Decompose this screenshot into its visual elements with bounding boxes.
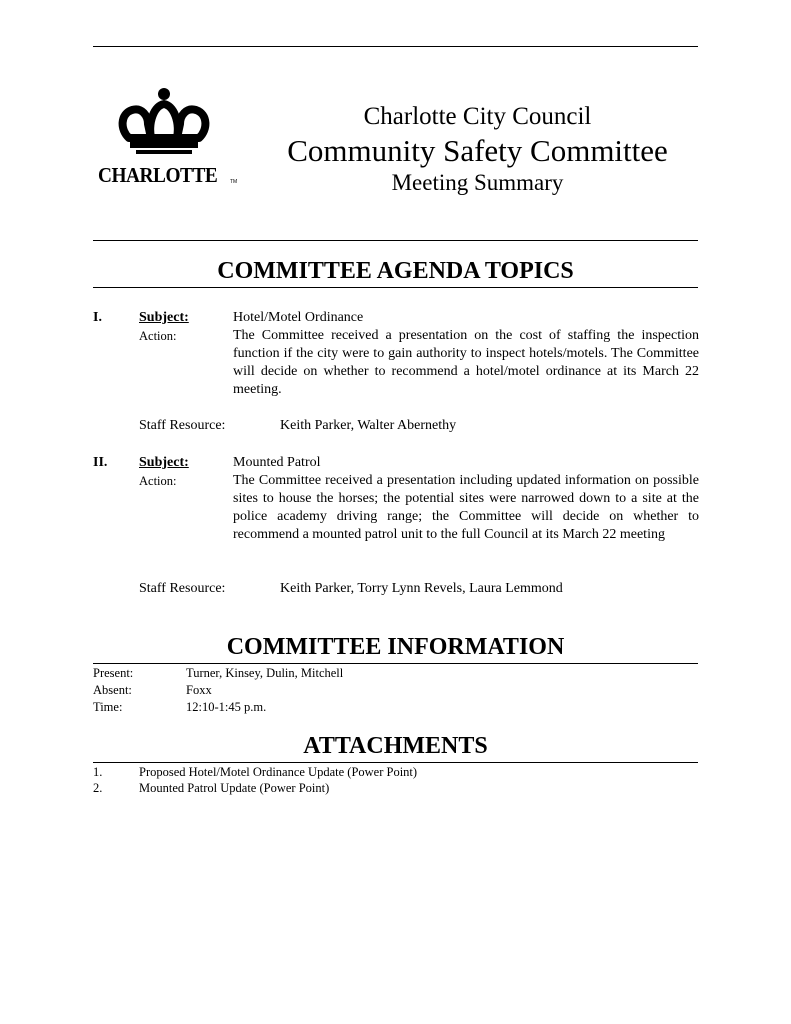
agenda-item-action: The Committee received a presentation on the cost of staffing the inspection function if the city were to gain authority to inspect hotels/motels. The Committee will decide on whether to recommend a hotel/motel ordinance at its March 22 meeting. bbox=[233, 328, 699, 397]
info-value-time: 12:10-1:45 p.m. bbox=[186, 700, 267, 714]
agenda-title-rule bbox=[93, 287, 698, 288]
staff-resource-label: Staff Resource: bbox=[139, 418, 226, 433]
attachment-number: 1. bbox=[93, 765, 103, 779]
information-title-rule bbox=[93, 663, 698, 664]
info-label-present: Present: bbox=[93, 666, 134, 680]
agenda-item-subject: Mounted Patrol bbox=[233, 455, 321, 470]
info-value-present: Turner, Kinsey, Dulin, Mitchell bbox=[186, 666, 344, 680]
council-name: Charlotte City Council bbox=[363, 103, 592, 130]
attachment-number: 2. bbox=[93, 781, 103, 795]
agenda-item-subject: Hotel/Motel Ordinance bbox=[233, 310, 364, 325]
information-section-title: COMMITTEE INFORMATION bbox=[226, 634, 565, 660]
attachments-title-rule bbox=[93, 762, 698, 763]
agenda-item-staff: Keith Parker, Torry Lynn Revels, Laura Lemmond bbox=[280, 581, 563, 596]
staff-resource-label: Staff Resource: bbox=[139, 581, 226, 596]
agenda-section-title: COMMITTEE AGENDA TOPICS bbox=[217, 258, 574, 284]
charlotte-logo bbox=[96, 88, 246, 188]
subject-label: Subject: bbox=[139, 310, 189, 325]
document-type: Meeting Summary bbox=[391, 170, 564, 195]
info-label-time: Time: bbox=[93, 700, 123, 714]
info-value-absent: Foxx bbox=[186, 683, 212, 697]
logo-trademark: TM bbox=[230, 179, 238, 185]
top-rule bbox=[93, 46, 698, 47]
action-label: Action: bbox=[139, 474, 177, 488]
agenda-item-action: The Committee received a presentation including updated information on possible sites to house the horses; the potential sites were narrowed down to a site at the police academy driving range; the Committee will decide on whether to recommend a mounted patrol unit to the full Council at its March 22 meeting bbox=[233, 473, 699, 542]
agenda-item-staff: Keith Parker, Walter Abernethy bbox=[280, 418, 457, 433]
agenda-item-numeral: II. bbox=[93, 455, 108, 470]
info-label-absent: Absent: bbox=[93, 683, 132, 697]
header-bottom-rule bbox=[93, 240, 698, 241]
subject-label: Subject: bbox=[139, 455, 189, 470]
attachments-section-title: ATTACHMENTS bbox=[303, 733, 488, 759]
logo-wordmark: CHARLOTTE bbox=[98, 163, 218, 187]
committee-name: Community Safety Committee bbox=[287, 133, 668, 168]
attachment-item: Proposed Hotel/Motel Ordinance Update (Power Point) bbox=[139, 765, 418, 779]
attachment-item: Mounted Patrol Update (Power Point) bbox=[139, 781, 330, 795]
agenda-item-numeral: I. bbox=[93, 310, 102, 325]
action-label: Action: bbox=[139, 329, 177, 343]
